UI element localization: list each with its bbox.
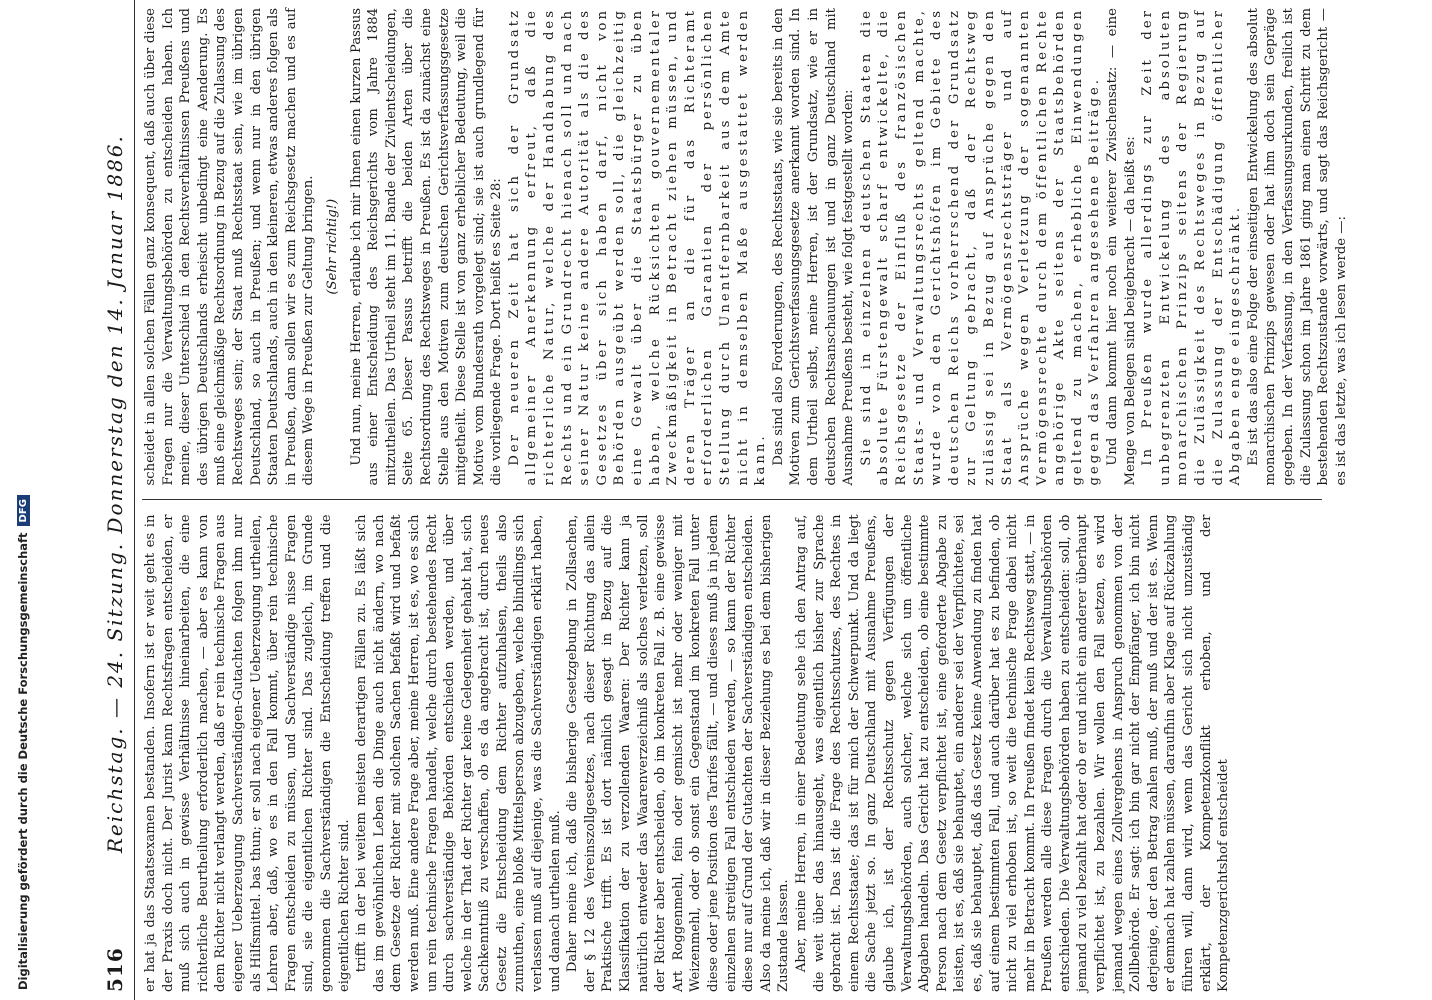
text-columns [142, 0, 1349, 1000]
paragraph: Aber, meine Herren, in einer Bedeutung sehe ich den Antrag auf, die weit über das hinausgeht, was eigentlich bisher zur Sprache gebracht ist. Das ist die Frage des Rechtsschutzes, des Rechtes in einem Rechtsstaate; das ist für mich der Schwerpunkt. Und da liegt die Sache jetzt so. In ganz Deutschland mit Ausnahme Preußens, glaube ich, ist der Rechtsschutz gegen Verfügungen der Verwaltungsbehörden, auch solcher, welche sich um öffentliche Abgaben handeln. Das Gericht hat zu entscheiden, ob eine bestimmte Person nach dem Gesetz verpflichtet ist, eine geforderte Abgabe zu leisten, ist es, daß sie behauptet, ein anderer sei der Verpflichtete, sei es, daß sie behauptet, daß das Gesetz keine Anwendung zu finden hat auf einem bestimmten Fall, und auch darüber hat es zu befinden, ob nicht zu viel erhoben ist, so weit die technische Frage dabei nicht mehr in Betracht kommt. In Preußen findet kein Rechtsweg statt, — in Preußen werden alle diese Fragen durch die Verwaltungsbehörden entschieden. Die Verwaltungsbehörden haben zu entscheiden: soll, ob jemand zu viel bezahlt hat oder ob er und nicht ein anderer überhaupt verpflichtet ist, zu bezahlen. Wir wollen den Fall setzen, es wird jemand wegen eines Zollvergehens in Anspruch genommen von der Zollbehörde. Er sagt: ich bin gar nicht der Empfänger, ich bin nicht derjenige, der den Betrag zahlen muß, der muß und der ist es. Wenn er demnach hat zahlen müssen, daraufhin aber Klage auf Rückzahlung führen will, dann wird, wenn das Gericht sich nicht unzuständig erklärt, der Kompetenzkonflikt erhoben, und der Kompetenzgerichtshof entscheidet [793, 514, 1232, 992]
paragraph: Und nun, meine Herren, erlaube ich mir Ihnen einen kurzen Passus aus einer Entscheidung des Reichsgerichts vom Jahre 1884 mitzutheilen. Das Urtheil steht im 11. Bande der Zivilentscheidungen, Seite 65. Dieser Passus betrifft die beiden Arten über die Rechtsordnung des Rechtsweges in Preußen. Es ist da zunächst eine Stelle aus den Motiven zum deutschen Gerichtsverfassungsgesetze mitgetheilt. Diese Stelle ist von ganz erheblicher Bedeutung, weil die Motive vom Bundesrath vorgelegt sind; sie ist auch grundlegend für die vorliegende Frage. Dort heißt es Seite 28: [348, 8, 505, 486]
paragraph: Es ist das also eine Folge der einseitigen Entwickelung des absolut monarchischen Prinzips gewesen oder hat ihm doch sein Gepräge gegeben. In der Verfassung, in den Verfassungsurkunden, freilich ist die Zulassung schon im Jahre 1861 ging man einen Schritt zu dem bestehenden Rechtszustande vorwärts, und sagt das Reichsgericht — es ist das letzte, was ich lesen werde —: [1245, 8, 1349, 486]
paragraph: Daher meine ich, daß die bisherige Gesetzgebung in Zollsachen, der § 12 des Vereinszollgesetzes, nach dieser Richtung das allein Praktische trifft. Es ist dort nämlich gesagt in Bezug auf die Klassifikation der zu verzollenden Waaren: Der Richter kann ja natürlich entweder das Waarenverzeichniß als solches verletzen, soll der Richter aber entscheiden, ob im konkreten Fall z. B. eine gewisse Art Roggenmehl, fein oder gemischt ist mehr oder weniger mit Weizenmehl, oder ob sonst ein Gegenstand im konkreten Fall unter diese oder jene Position des Tarifes fällt, — und dieses muß ja in jedem einzelnen streitigen Fall entschieden werden, — so kann der Richter diese nur auf Grund der Gutachten der Sachverständigen entscheiden. Also da meine ich, daß wir in dieser Beziehung es bei dem bisherigen Zustande lassen. [565, 514, 792, 992]
column-divider [142, 500, 1322, 501]
page-number: 516 [103, 947, 127, 992]
quotation: In Preußen wurde allerdings zur Zeit der unbegrenzten Entwickelung des absoluten monarchischen Prinzips seitens der Regierung die Zulässigkeit des Rechtsweges in Bezug auf die Zulassung der Entschädigung öffentlicher Abgaben enge eingeschränkt. [1140, 8, 1244, 486]
paragraph: er hat ja das Staatsexamen bestanden. Insofern ist er weit geht es in der Praxis doch nicht. Der Jurist kann Rechtsfragen entscheiden, er muß sich auch in gewisse Verhältnisse hineinarbeiten, die eine richterliche Beurtheilung erforderlich machen, — aber es kann von dem Richter nicht verlangt werden, daß er rein technische Fragen aus eigener Ueberzeugung Sachverständigen-Gutachten folgen ihm nur als Hilfsmittel. bas thun; er soll nach eigener Ueberzeugung urtheilen, Lehren aber, daß, wo es in den Fall kommt, über rein technische Fragen entscheiden zu müssen, und Sachverständige nisse Fragen sind, sie die eigentlichen Richter sind. Das zugleich, im Grunde genommen die Sachverständigen die Entscheidung treffen und die eigentlichen Richter sind. [143, 514, 352, 992]
applause-note: (Sehr richtig!) [324, 198, 340, 295]
credit-text: Digitalisierung gefördert durch die Deutsche Forschungsgemeinschaft [16, 532, 30, 990]
quotation: Der neueren Zeit hat sich der Grundsatz allgemeiner Anerkennung erfreut, daß die richterliche Natur, welche der Handhabung des Rechts und ein Grundrecht hienach soll und nach seiner Natur keine andere Autorität als die des Gesetzes über sich haben darf, nicht von Behörden ausgeübt werden soll, die gleichzeitig eine Gewalt über die Staatsbürger zu üben haben, welche Rücksichten gouvernementaler Zweckmäßigkeit in Betracht ziehen müssen, und deren Träger an die für das Richteramt erforderlichen Garantien der persönlichen Stellung durch Unentfernbarkeit aus dem Amte nicht in demselben Maße ausgestattet werden kann. [506, 8, 769, 486]
paragraph: Das sind also Forderungen, des Rechtsstaats, wie sie bereits in den Motiven zum Gerichtsverfassungsgesetze anerkannt worden sind. In dem Urtheil selbst, meine Herren, ist der Grundsatz, wie er in deutschen Rechtsanschauungen ist und in ganz Deutschland mit Ausnahme Preußens besteht, wie folgt festgestellt worden: [770, 8, 857, 486]
paragraph: trifft in der bei weitem meisten derartigen Fällen zu. Es läßt sich das im gewöhnlichen Leben die Dinge auch nicht ändern, wo nach dem Gesetze der Richter mit solchen Sachen befaßt wird und befaßt werden muß. Eine andere Frage aber, meine Herren, ist es, wo es sich um rein technische Fragen handelt, welche durch bestehendes Recht durch sachverständige Behörden entschieden werden, und über welche in der That der Richter gar keine Gelegenheit gehabt hat, sich Sachkenntniß zu verschaffen, ob es da angebracht ist, durch neues Gesetz die Entscheidung dem Richter aufzuhalsen, theils also zumuthen, eine bloße Mittelsperson abzugeben, welche blindlings sich verlassen muß auf diejenige, was die Sachverständigen erklärt haben, und danach urtheilen muß. [354, 514, 563, 992]
right-column [142, 0, 1349, 494]
page-header [100, 0, 130, 1000]
quotation: Sie sind in einzelnen deutschen Staaten die absolute Fürstengewalt scharf entwickelte, die Reichsgesetze der Einfluß des französischen Staats- und Verwaltungsrechts geltend machte, wurde von den Gerichtshöfen im Gebiete des deutschen Reichs vorherrschend der Grundsatz zur Geltung gebracht, daß der Rechtsweg zulässig sei in Bezug auf Ansprüche gegen den Staat als Vermögensrechtsträger und auf Ansprüche wegen Verletzung der sogenannten Vermögensrechte durch dem öffentlichen Rechte angehörige Akte seitens der Staatsbehörden geltend zu machen, erhebliche Einwendungen gegen das Verfahren angesehene Beiträge. [858, 8, 1103, 486]
running-title: Reichstag. — 24. Sitzung. Donnerstag den 14. Januar 1886. [103, 134, 127, 854]
dfg-logo-icon: DFG [17, 495, 30, 526]
paragraph: scheidet in allen solchen Fällen ganz konsequent, daß auch über diese Fragen nur die Verwaltungsbehörden zu entscheiden haben. Ich meine, dieser Unterschied in den Rechtsverhältnissen Preußens und des übrigen Deutschlands erheischt unbedingt eine Aenderung. Es muß eine gleichmäßige Rechtsordnung in Bezug auf die Zulassung des Rechtsweges sein; der Staat muß Rechtsstaat sein, wie im übrigen Deutschland, so auch in Preußen; und wenn nur in den übrigen Staaten Deutschlands, auch in den kleineren, etwas anderes folgen als in Preußen, dann sollen wir es zum Reichsgesetz machen und es auf diesem Wege in Preußen zur Geltung bringen. [143, 8, 317, 486]
paragraph: Und dann kommt hier noch ein weiterer Zwischensatz: — eine Menge von Belegen sind beigebracht — da heißt es: [1105, 8, 1138, 486]
left-column [142, 507, 1322, 1000]
header-rule [134, 0, 135, 1000]
